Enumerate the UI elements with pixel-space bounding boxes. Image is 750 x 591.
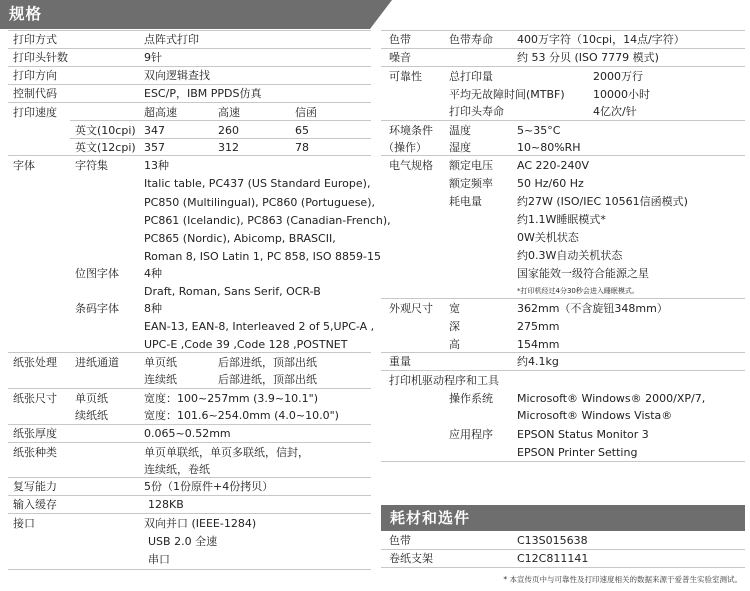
label: 重量 <box>389 355 411 368</box>
sub-label: 总打印量 <box>449 70 493 83</box>
barcode-line: EAN-13, EAN-8, Interleaved 2 of 5,UPC-A , <box>144 320 375 333</box>
bitmap-count: 4种 <box>144 267 162 280</box>
row-direction <box>8 67 371 85</box>
value: 275mm <box>517 320 560 333</box>
label: 可靠性 <box>389 70 422 83</box>
value: 5~35°C <box>517 124 561 137</box>
sub-label: 打印头寿命 <box>449 105 504 118</box>
app-line: EPSON Status Monitor 3 <box>517 428 649 441</box>
value: 2000万行 <box>593 70 643 83</box>
speed-value: 357 <box>144 141 165 154</box>
power-line: 国家能效一级符合能源之星 <box>517 267 649 280</box>
row-noise <box>381 49 745 67</box>
power-line: 约0.3W自动关机状态 <box>517 249 623 262</box>
paper-kind: 连续纸 <box>144 373 177 386</box>
value: ESC/P，IBM PPDS仿真 <box>144 87 262 100</box>
row-thickness <box>8 425 371 443</box>
value: 9针 <box>144 51 162 64</box>
charset-line: Roman 8, ISO Latin 1, PC 858, ISO 8859-15 <box>144 250 382 263</box>
value: 双向逻辑查找 <box>144 69 210 82</box>
speed-mode: 英文(12cpi) <box>75 141 136 154</box>
row-weight <box>381 353 745 371</box>
value: 154mm <box>517 338 560 351</box>
paper-route: 后部进纸，顶部出纸 <box>218 356 317 369</box>
value-line: 单页单联纸，单页多联纸，信封， <box>144 446 309 459</box>
paper-kind: 单页纸 <box>144 356 177 369</box>
speed-value: 65 <box>295 124 309 137</box>
label: 纸张处理 <box>13 356 57 369</box>
bitmap-label: 位图字体 <box>75 267 119 280</box>
label: 输入缓存 <box>13 498 57 511</box>
row-pins <box>8 49 371 67</box>
speed-value: 347 <box>144 124 165 137</box>
value: 400万字符（10cpi，14点/字符） <box>517 33 685 46</box>
interface-line: 串口 <box>148 553 170 566</box>
label: 外观尺寸 <box>389 302 433 315</box>
row-control <box>8 85 371 103</box>
header-arrow <box>370 0 392 29</box>
app-label: 应用程序 <box>449 428 493 441</box>
speed-value: 78 <box>295 141 309 154</box>
os-line: Microsoft® Windows Vista® <box>517 409 673 422</box>
sub-label: 温度 <box>449 124 471 137</box>
label2: （操作） <box>383 141 427 154</box>
sub-label: 平均无故障时间(MTBF) <box>449 88 565 101</box>
footnote: * 本宣传页中与可靠性及打印速度相关的数据来源于爱普生实验室测试。 <box>503 575 742 584</box>
os-line: Microsoft® Windows® 2000/XP/7, <box>517 392 706 405</box>
charset-line: PC861 (Icelandic), PC863 (Canadian-French), <box>144 214 391 227</box>
sub-label: 色带寿命 <box>449 33 493 46</box>
charset-line: Italic table, PC437 (US Standard Europe), <box>144 177 371 190</box>
sub-label: 额定电压 <box>449 159 493 172</box>
paper-width: 宽度：101.6~254.0mm (4.0~10.0") <box>144 409 339 422</box>
consumable-row <box>381 532 745 550</box>
label: 噪音 <box>389 51 411 64</box>
paper-kind: 单页纸 <box>75 392 108 405</box>
value: 4亿次/针 <box>593 105 637 118</box>
sub-label: 宽 <box>449 302 460 315</box>
value: AC 220-240V <box>517 159 589 172</box>
font-label: 字体 <box>13 159 35 172</box>
value-line: 连续纸，卷纸 <box>144 463 210 476</box>
label: 打印头针数 <box>13 51 68 64</box>
item-code: C13S015638 <box>517 534 588 547</box>
charset-line: PC850 (Multilingual), PC860 (Portuguese), <box>144 196 375 209</box>
value: 50 Hz/60 Hz <box>517 177 584 190</box>
label: 打印方向 <box>13 69 57 82</box>
power-note: *打印机经过4分30秒会进入睡眠模式。 <box>517 287 639 295</box>
value: 点阵式打印 <box>144 33 199 46</box>
sub-label: 湿度 <box>449 141 471 154</box>
item-name: 卷纸支架 <box>389 552 433 565</box>
speed-header: 高速 <box>218 106 240 119</box>
barcode-label: 条码字体 <box>75 302 119 315</box>
value: 362mm（不含旋钮348mm） <box>517 302 668 315</box>
value: 10~80%RH <box>517 141 581 154</box>
interface-line: USB 2.0 全速 <box>148 535 218 548</box>
interface-line: 双向并口 (IEEE-1284) <box>144 517 257 530</box>
item-name: 色带 <box>389 534 411 547</box>
row-ribbon <box>381 31 745 49</box>
row-print-method <box>8 31 371 49</box>
label: 复写能力 <box>13 480 57 493</box>
paper-route: 后部进纸，顶部出纸 <box>218 373 317 386</box>
value: 约4.1kg <box>517 355 559 368</box>
sub-label: 进纸通道 <box>75 356 119 369</box>
value: 128KB <box>148 498 184 511</box>
consumables-header: 耗材和选件 <box>381 505 745 531</box>
speed-value: 312 <box>218 141 239 154</box>
speed-header: 超高速 <box>144 106 177 119</box>
speed-value: 260 <box>218 124 239 137</box>
speed-label: 打印速度 <box>13 106 57 119</box>
label: 纸张尺寸 <box>13 392 57 405</box>
label: 色带 <box>389 33 411 46</box>
row-buffer <box>8 496 371 514</box>
value: 10000小时 <box>593 88 650 101</box>
label: 电气规格 <box>389 159 433 172</box>
label: 接口 <box>13 517 35 530</box>
power-label: 耗电量 <box>449 195 482 208</box>
spec-header: 规格 <box>0 0 370 29</box>
barcode-count: 8种 <box>144 302 162 315</box>
charset-label: 字符集 <box>75 159 108 172</box>
power-line: 约27W (ISO/IEC 10561信函模式) <box>517 195 688 208</box>
os-label: 操作系统 <box>449 392 493 405</box>
charset-line: PC865 (Nordic), Abicomp, BRASCII, <box>144 232 336 245</box>
label: 打印机驱动程序和工具 <box>389 374 499 387</box>
label: 环境条件 <box>389 124 433 137</box>
speed-mode: 英文(10cpi) <box>75 124 136 137</box>
label: 纸张厚度 <box>13 427 57 440</box>
power-line: 约1.1W睡眠模式* <box>517 213 606 226</box>
sub-label: 高 <box>449 338 460 351</box>
charset-count: 13种 <box>144 159 169 172</box>
paper-width: 宽度：100~257mm (3.9~10.1") <box>144 392 318 405</box>
value: 5份（1份原件+4份拷贝） <box>144 480 274 493</box>
sub-label: 深 <box>449 320 460 333</box>
power-line: 0W关机状态 <box>517 231 579 244</box>
row-copy <box>8 478 371 496</box>
bitmap-list: Draft, Roman, Sans Serif, OCR-B <box>144 285 321 298</box>
label: 控制代码 <box>13 87 57 100</box>
speed-header: 信函 <box>295 106 317 119</box>
app-line: EPSON Printer Setting <box>517 446 638 459</box>
label: 纸张种类 <box>13 446 57 459</box>
item-code: C12C811141 <box>517 552 589 565</box>
sub-label: 额定频率 <box>449 177 493 190</box>
consumable-row <box>381 550 745 568</box>
label: 打印方式 <box>13 33 57 46</box>
barcode-line: UPC-E ,Code 39 ,Code 128 ,POSTNET <box>144 338 348 351</box>
value: 约 53 分贝 (ISO 7779 模式) <box>517 51 659 64</box>
paper-kind: 续纸纸 <box>75 409 108 422</box>
value: 0.065~0.52mm <box>144 427 231 440</box>
